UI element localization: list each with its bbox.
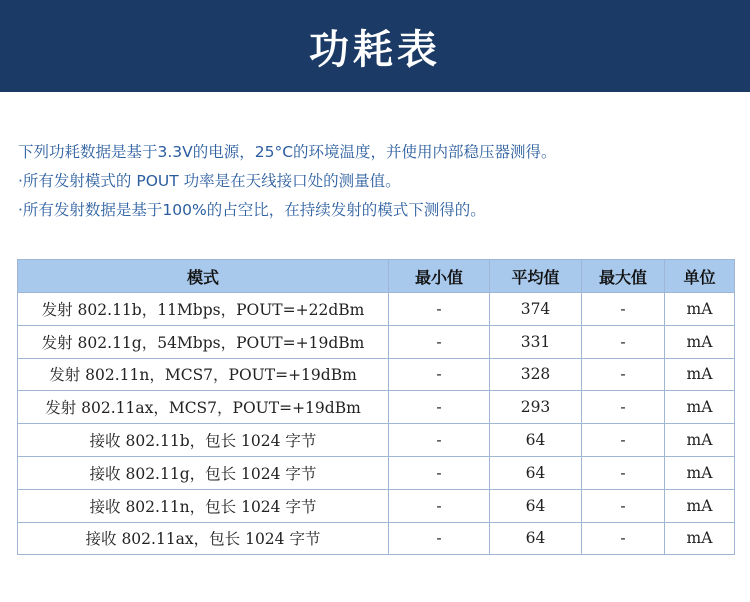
cell-unit: mA — [665, 391, 735, 424]
cell-avg: 64 — [490, 456, 582, 489]
cell-unit: mA — [665, 456, 735, 489]
header-min: 最小值 — [389, 260, 490, 293]
table-header-row — [18, 260, 735, 293]
header-unit: 单位 — [665, 260, 735, 293]
cell-avg: 374 — [490, 293, 582, 326]
cell-avg: 64 — [490, 424, 582, 457]
cell-max: - — [582, 358, 665, 391]
title-banner — [0, 0, 750, 92]
cell-max: - — [582, 325, 665, 358]
cell-mode: 接收 802.11ax，包长 1024 字节 — [18, 522, 389, 555]
cell-max: - — [582, 489, 665, 522]
cell-avg: 64 — [490, 489, 582, 522]
page-title: 功耗表 — [309, 26, 441, 73]
cell-avg: 331 — [490, 325, 582, 358]
cell-max: - — [582, 391, 665, 424]
cell-avg: 293 — [490, 391, 582, 424]
cell-max: - — [582, 293, 665, 326]
cell-unit: mA — [665, 293, 735, 326]
cell-avg: 64 — [490, 522, 582, 555]
cell-max: - — [582, 424, 665, 457]
header-max: 最大值 — [582, 260, 665, 293]
table-row — [18, 293, 735, 326]
cell-min: - — [389, 424, 490, 457]
cell-unit: mA — [665, 325, 735, 358]
table-row — [18, 325, 735, 358]
cell-min: - — [389, 522, 490, 555]
note-line: 下列功耗数据是基于3.3V的电源，25°C的环境温度，并使用内部稳压器测得。 — [18, 143, 557, 161]
header-avg: 平均值 — [490, 260, 582, 293]
cell-mode: 发射 802.11g，54Mbps，POUT=+19dBm — [18, 325, 389, 358]
notes — [18, 138, 738, 225]
cell-unit: mA — [665, 522, 735, 555]
cell-avg: 328 — [490, 358, 582, 391]
table-row — [18, 424, 735, 457]
cell-min: - — [389, 456, 490, 489]
cell-mode: 接收 802.11n，包长 1024 字节 — [18, 489, 389, 522]
table-row — [18, 358, 735, 391]
power-consumption-table — [17, 259, 735, 555]
cell-min: - — [389, 489, 490, 522]
cell-max: - — [582, 522, 665, 555]
cell-mode: 接收 802.11b，包长 1024 字节 — [18, 424, 389, 457]
note-line: ·所有发射数据是基于100%的占空比，在持续发射的模式下测得的。 — [18, 201, 486, 219]
table-row — [18, 489, 735, 522]
header-mode: 模式 — [18, 260, 389, 293]
cell-mode: 接收 802.11g，包长 1024 字节 — [18, 456, 389, 489]
cell-mode: 发射 802.11n，MCS7，POUT=+19dBm — [18, 358, 389, 391]
cell-mode: 发射 802.11ax，MCS7，POUT=+19dBm — [18, 391, 389, 424]
table-row — [18, 456, 735, 489]
table-row — [18, 522, 735, 555]
cell-unit: mA — [665, 358, 735, 391]
cell-unit: mA — [665, 489, 735, 522]
table-row — [18, 391, 735, 424]
cell-min: - — [389, 293, 490, 326]
cell-unit: mA — [665, 424, 735, 457]
cell-min: - — [389, 391, 490, 424]
cell-min: - — [389, 325, 490, 358]
cell-min: - — [389, 358, 490, 391]
note-line: ·所有发射模式的 POUT 功率是在天线接口处的测量值。 — [18, 172, 401, 190]
cell-mode: 发射 802.11b，11Mbps，POUT=+22dBm — [18, 293, 389, 326]
cell-max: - — [582, 456, 665, 489]
